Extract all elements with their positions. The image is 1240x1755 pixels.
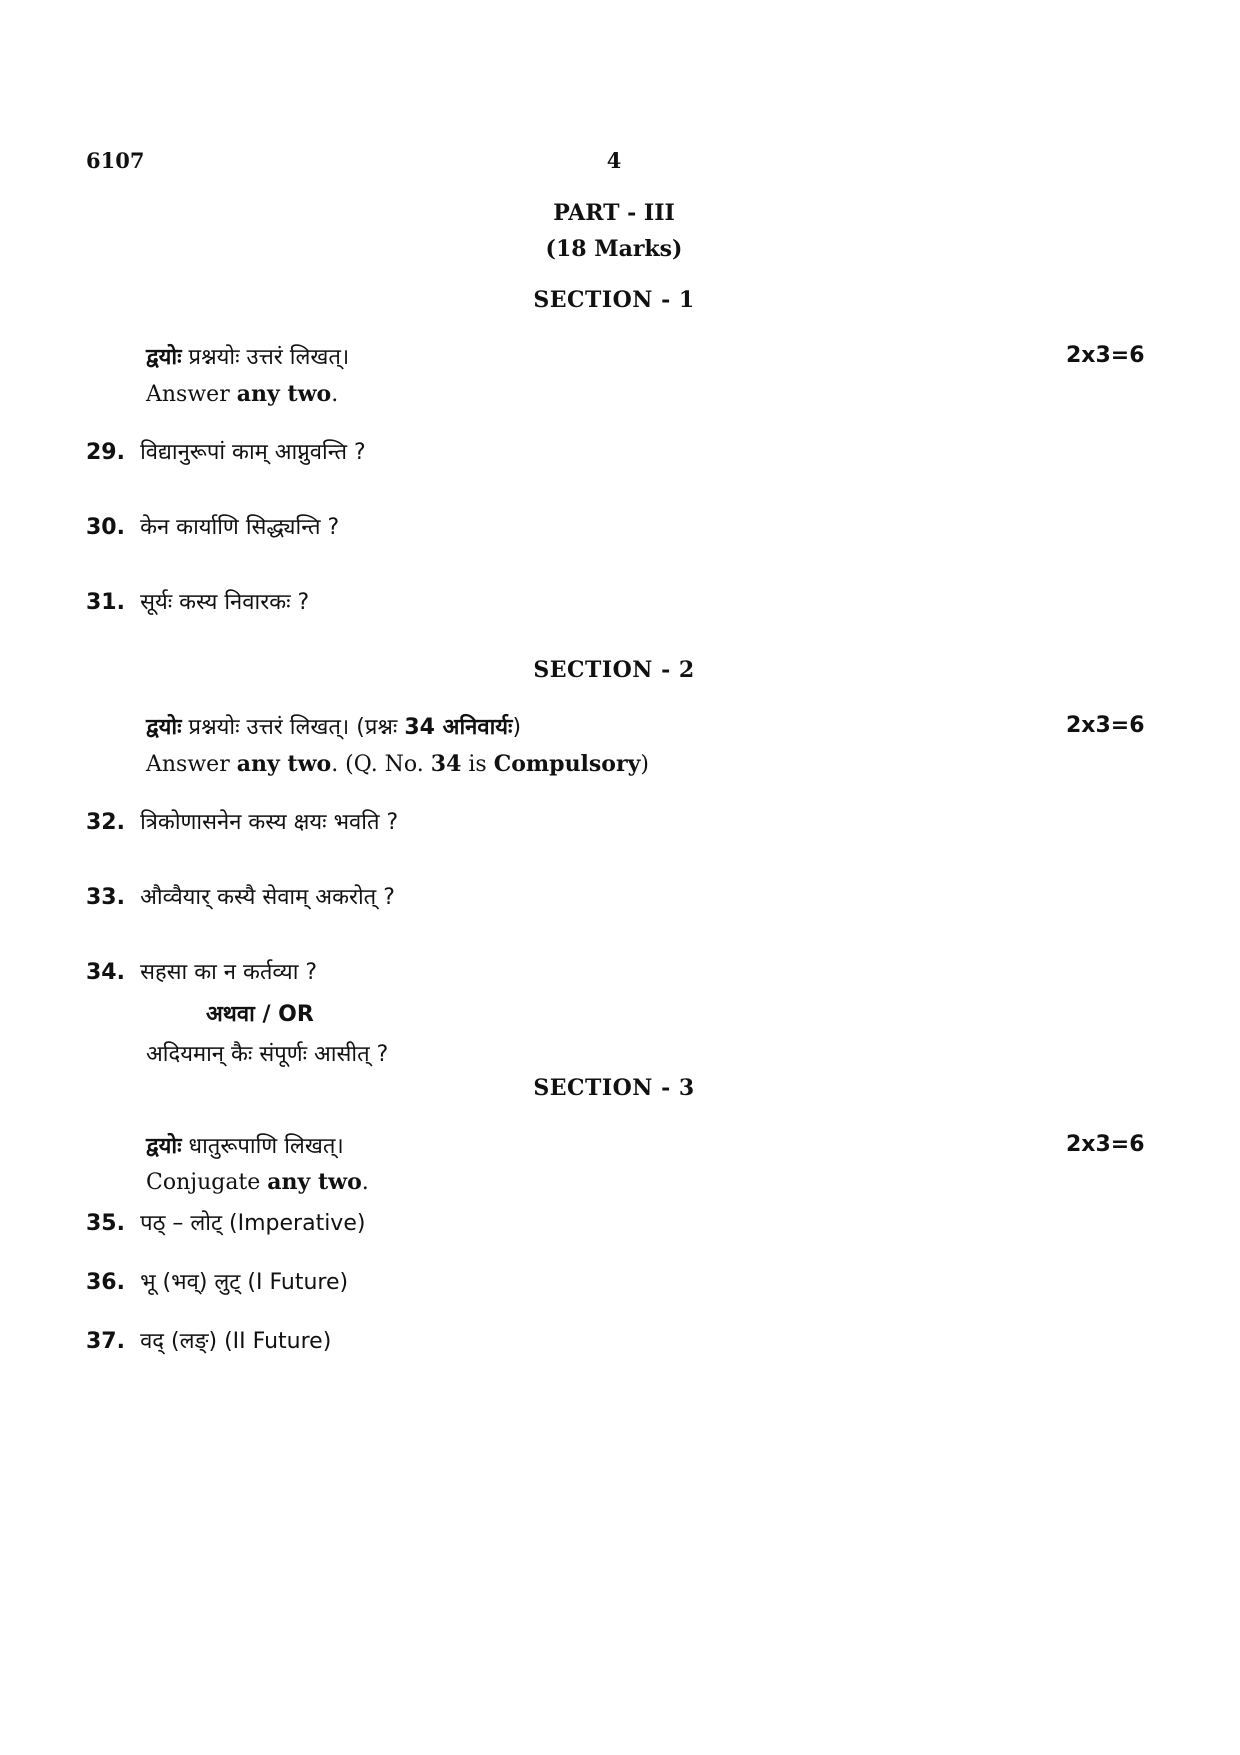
section-2-title-text: SECTION - 2 [533, 657, 695, 683]
instruction-en-post: . [361, 1170, 369, 1195]
paper-code: 6107 [86, 148, 145, 173]
instruction-end: ) [512, 715, 522, 740]
question-34-alternative: अदियमान् कैः संपूर्णः आसीत् ? [146, 1042, 389, 1067]
instruction-bold-compulsory: 34 अनिवार्यः [404, 715, 513, 740]
section-3-instruction-sanskrit [146, 1130, 344, 1160]
instruction-bold-word: द्वयोः [146, 1134, 182, 1159]
section-3-title-text: SECTION - 3 [533, 1075, 695, 1101]
part-marks-text: (18 Marks) [545, 236, 683, 262]
question-number: 35. [86, 1211, 125, 1236]
question-29 [86, 436, 366, 466]
section-2-marks: 2x3=6 [1066, 713, 1145, 738]
question-number: 29. [86, 440, 125, 465]
question-number: 34. [86, 960, 125, 985]
question-35 [86, 1207, 365, 1237]
question-text: भू (भव्) लुट् (I Future) [140, 1270, 349, 1295]
section-2-instruction-english [146, 751, 649, 777]
section-1-instruction-sanskrit [146, 341, 349, 371]
part-title [0, 200, 1240, 226]
instruction-rest: प्रश्नयोः उत्तरं लिखत्। (प्रश्नः [181, 715, 405, 740]
instruction-en-pre: Conjugate [146, 1170, 268, 1195]
section-3-instruction-english [146, 1169, 369, 1195]
part-title-text: PART - III [553, 200, 675, 226]
instruction-en-bold: any two [236, 751, 332, 777]
instruction-en-pre: Answer [146, 752, 237, 777]
instruction-en-bold: any two [267, 1169, 362, 1195]
question-32 [86, 806, 398, 836]
page-number [0, 148, 1240, 173]
instruction-bold-word: द्वयोः [146, 715, 182, 740]
instruction-en-mid: . (Q. No. [331, 752, 431, 777]
question-36 [86, 1266, 348, 1296]
question-33 [86, 881, 395, 911]
question-34 [86, 956, 317, 986]
question-number: 36. [86, 1270, 125, 1295]
question-number: 30. [86, 515, 125, 540]
question-number: 32. [86, 810, 125, 835]
part-marks [0, 236, 1240, 262]
question-37 [86, 1325, 331, 1355]
instruction-rest: प्रश्नयोः उत्तरं लिखत्। [181, 345, 350, 370]
question-text: विद्यानुरूपां काम् आप्नुवन्ति ? [140, 440, 366, 465]
instruction-en-bold: any two [236, 381, 332, 407]
question-text: औव्वैयार् कस्यै सेवाम् अकरोत् ? [140, 885, 395, 910]
section-2-instruction-sanskrit [146, 711, 521, 741]
question-text: वद् (लङ्) (II Future) [140, 1329, 332, 1354]
instruction-rest: धातुरूपाणि लिखत्। [181, 1134, 344, 1159]
question-text: सहसा का न कर्तव्या ? [140, 960, 318, 985]
question-text: पठ् – लोट् (Imperative) [140, 1211, 366, 1236]
section-1-title [0, 287, 1240, 313]
page-number-text: 4 [606, 148, 622, 173]
section-2-title [0, 657, 1240, 683]
or-label: अथवा / OR [206, 1002, 314, 1027]
instruction-en-pre: Answer [146, 382, 237, 407]
question-number: 31. [86, 590, 125, 615]
question-text: केन कार्याणि सिद्ध्यन्ति ? [140, 515, 340, 540]
instruction-en-num: 34 [430, 751, 462, 777]
question-text: सूर्यः कस्य निवारकः ? [140, 590, 310, 615]
question-30 [86, 511, 339, 541]
question-31 [86, 586, 309, 616]
section-1-instruction-english [146, 381, 338, 407]
section-3-marks: 2x3=6 [1066, 1132, 1145, 1157]
question-number: 33. [86, 885, 125, 910]
instruction-en-is: is [461, 752, 494, 777]
instruction-en-post: . [331, 382, 339, 407]
instruction-bold-word: द्वयोः [146, 345, 182, 370]
question-text: त्रिकोणासनेन कस्य क्षयः भवति ? [140, 810, 399, 835]
section-1-marks: 2x3=6 [1066, 343, 1145, 368]
instruction-en-compulsory: Compulsory [493, 751, 641, 777]
section-3-title [0, 1075, 1240, 1101]
instruction-en-end: ) [640, 752, 649, 777]
section-1-title-text: SECTION - 1 [533, 287, 695, 313]
question-number: 37. [86, 1329, 125, 1354]
